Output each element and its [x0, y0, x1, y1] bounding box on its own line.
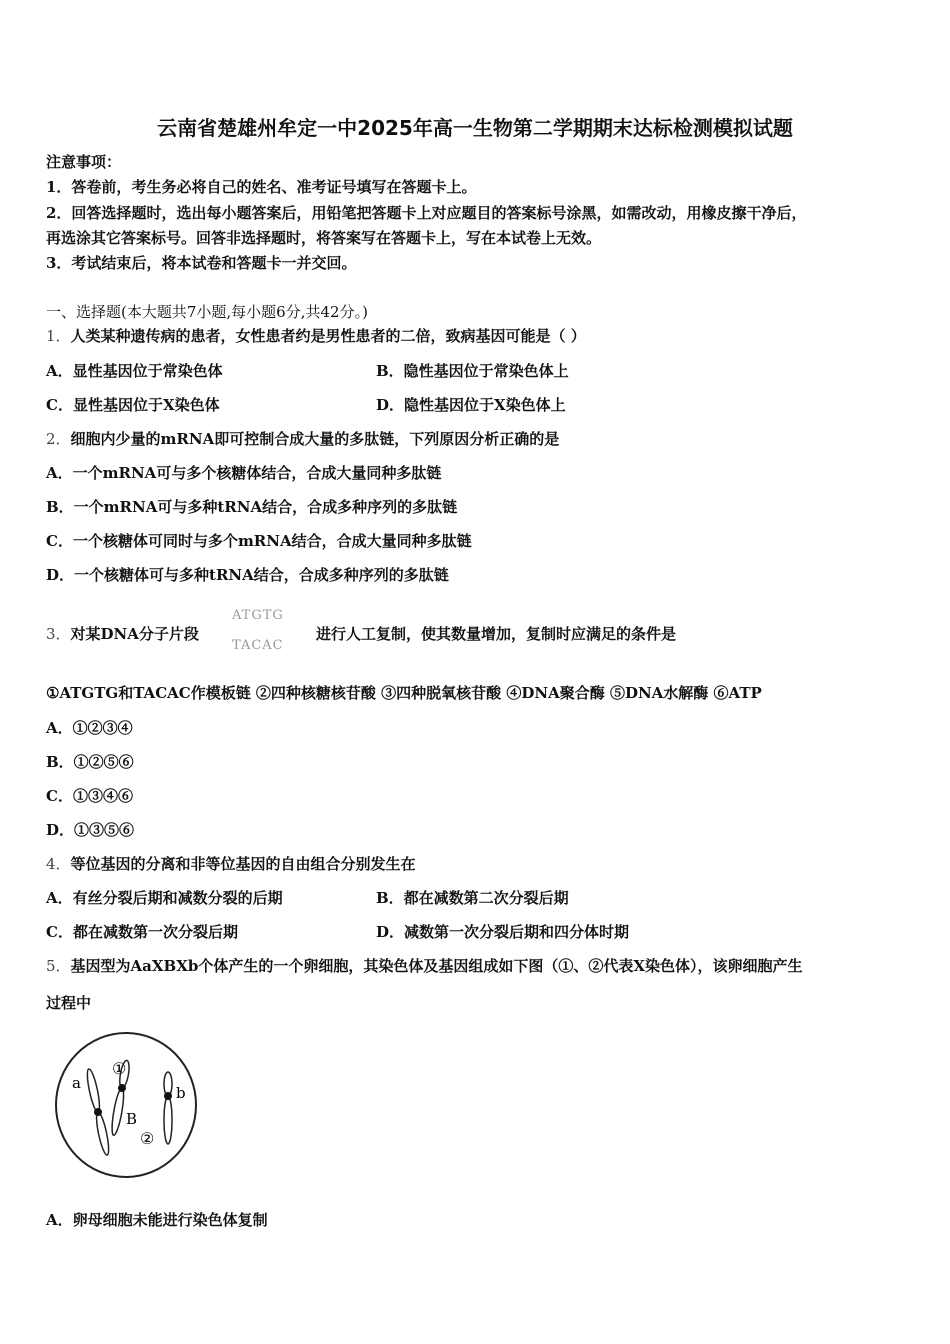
egg-cell-figure	[50, 1030, 200, 1180]
question-stem: 细胞内少量的mRNA即可控制合成大量的多肽链，下列原因分析正确的是	[70, 430, 560, 448]
question-5	[46, 956, 803, 976]
option-b: B．一个mRNA可与多种tRNA结合，合成多种序列的多肽链	[46, 498, 458, 516]
dna-strand-bottom: TACAC	[232, 638, 284, 653]
chromosome-a	[85, 1068, 111, 1156]
question-number: 2．	[46, 430, 71, 448]
option-c: C．一个核糖体可同时与多个mRNA结合，合成大量同种多肽链	[46, 532, 472, 550]
label-x2: ②	[140, 1129, 155, 1148]
question-2	[46, 429, 559, 449]
option-a: A．有丝分裂后期和减数分裂的后期	[46, 889, 283, 907]
option-c: C．都在减数第一次分裂后期	[46, 923, 238, 941]
question-1	[46, 326, 586, 346]
question-stem-end: 进行人工复制，使其数量增加，复制时应满足的条件是	[316, 625, 677, 643]
notice-item: 再选涂其它答案标号。回答非选择题时，将答案写在答题卡上，写在本试卷上无效。	[46, 229, 602, 247]
option-a: A．一个mRNA可与多个核糖体结合，合成大量同种多肽链	[46, 464, 442, 482]
question-4	[46, 854, 416, 874]
option-b: B．①②⑤⑥	[46, 753, 134, 771]
question-stem: 等位基因的分离和非等位基因的自由组合分别发生在	[70, 855, 416, 873]
question-stem: 基因型为AaXBXb个体产生的一个卵细胞，其染色体及基因组成如下图（①、②代表X染色体），该卵细胞产生	[70, 957, 803, 975]
question-stem: 对某DNA分子片段	[70, 625, 199, 643]
page-title: 云南省楚雄州牟定一中2025年高一生物第二学期期末达标检测模拟试题	[157, 116, 793, 140]
dna-strand-top: ATGTG	[232, 608, 284, 623]
question-stem: 人类某种遗传病的患者，女性患者约是男性患者的二倍，致病基因可能是（ ）	[70, 327, 586, 345]
chromosome-x2	[164, 1072, 172, 1144]
option-c: C．①③④⑥	[46, 787, 133, 805]
question-number: 4．	[46, 855, 71, 873]
option-d: D．隐性基因位于X染色体上	[376, 396, 566, 414]
notice-item: 3．考试结束后，将本试卷和答题卡一并交回。	[46, 254, 357, 272]
label-b-gene: B	[126, 1110, 138, 1128]
option-a: A．显性基因位于常染色体	[46, 362, 223, 380]
cell-membrane	[56, 1033, 196, 1177]
question-stem-continued: 过程中	[46, 994, 92, 1012]
option-d: D．一个核糖体可与多种tRNA结合，合成多种序列的多肽链	[46, 566, 449, 584]
question-3-stem-start	[46, 624, 199, 644]
option-b: B．隐性基因位于常染色体上	[376, 362, 569, 380]
label-a: a	[72, 1074, 81, 1092]
notice-item: 2．回答选择题时，选出每小题答案后，用铅笔把答题卡上对应题目的答案标号涂黑，如需改动，用橡皮擦干净后，	[46, 204, 807, 222]
condition-list: ①ATGTG和TACAC作模板链 ②四种核糖核苷酸 ③四种脱氧核苷酸 ④DNA聚合酶 ⑤DNA水解酶 ⑥ATP	[46, 684, 762, 702]
option-b: B．都在减数第二次分裂后期	[376, 889, 569, 907]
dna-fragment-figure	[216, 600, 314, 658]
label-x1: ①	[112, 1059, 127, 1078]
option-a: A．卵母细胞未能进行染色体复制	[46, 1211, 268, 1229]
section-heading: 一、选择题(本大题共7小题,每小题6分,共42分。)	[46, 303, 368, 321]
question-number: 3．	[46, 625, 71, 643]
label-b: b	[176, 1084, 186, 1102]
option-a: A．①②③④	[46, 719, 133, 737]
notice-heading: 注意事项：	[46, 153, 122, 171]
option-d: D．①③⑤⑥	[46, 821, 135, 839]
option-c: C．显性基因位于X染色体	[46, 396, 220, 414]
question-number: 5．	[46, 957, 71, 975]
question-number: 1．	[46, 327, 71, 345]
notice-item: 1．答卷前，考生务必将自己的姓名、准考证号填写在答题卡上。	[46, 178, 477, 196]
option-d: D．减数第一次分裂后期和四分体时期	[376, 923, 630, 941]
